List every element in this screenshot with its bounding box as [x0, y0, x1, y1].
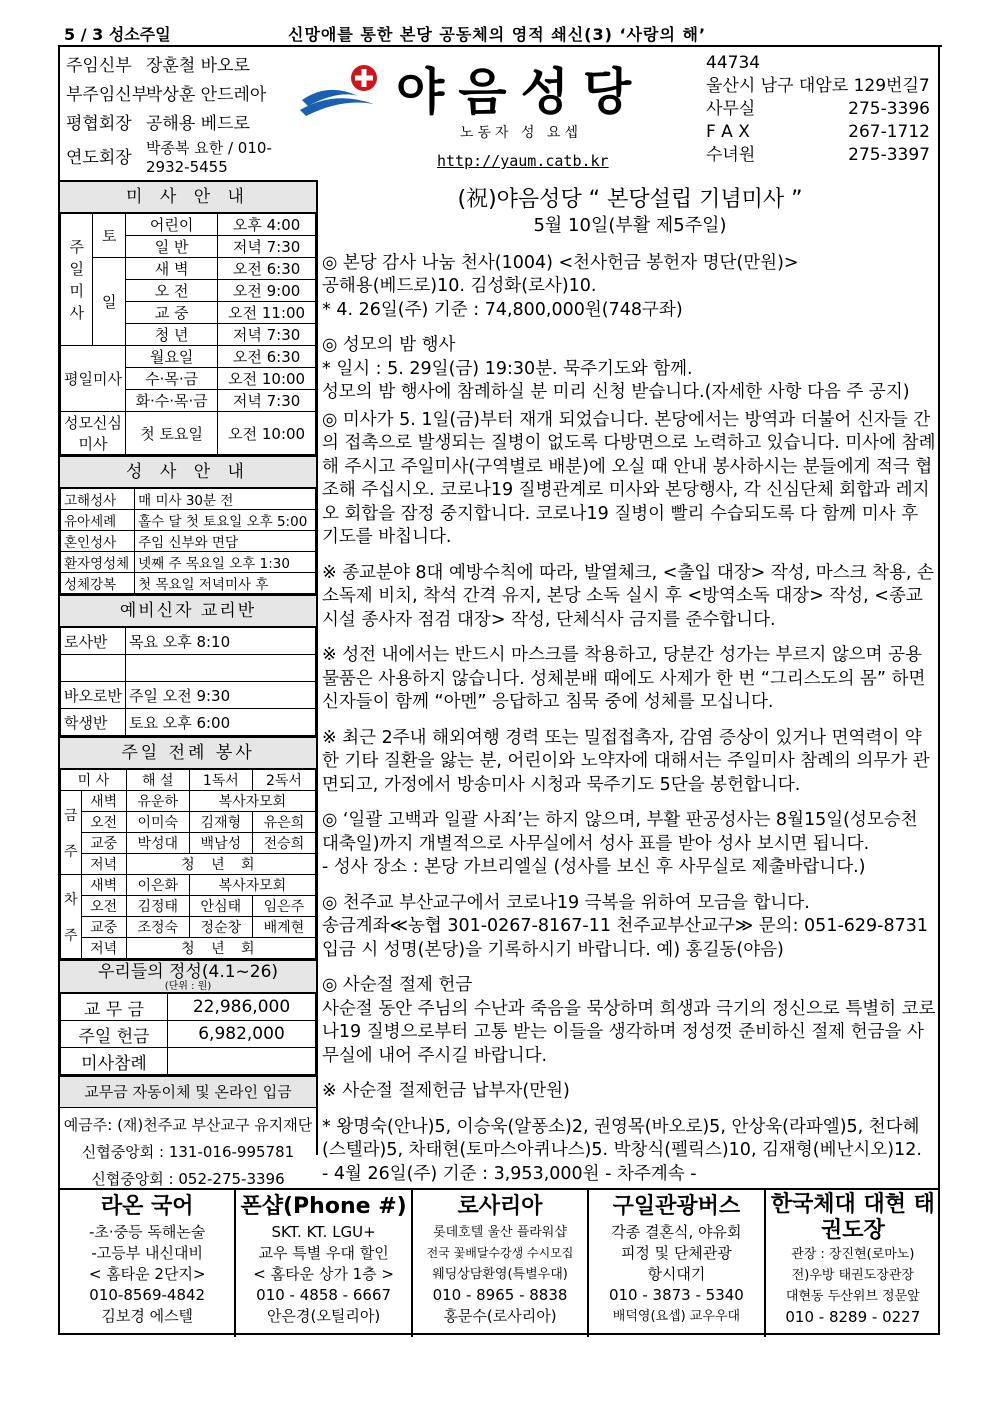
sacrament-detail: 주임 신부와 면담: [135, 531, 316, 552]
mass-time: 오전 6:30: [218, 258, 316, 280]
sat-label: 토: [93, 214, 125, 258]
staff-list: [66, 52, 286, 179]
liturgy-cell: 이미숙: [126, 812, 189, 833]
staff-role: 주임신부: [66, 56, 132, 76]
ad-line: 각종 결혼식, 야유회: [611, 1223, 742, 1241]
postcode: 44734: [706, 53, 761, 73]
announcement-paragraph: ※ 사순절 절제헌금 납부자(만원): [322, 1081, 570, 1101]
ad-line: -고등부 내신대비: [91, 1244, 204, 1262]
staff-name: 공해용 베드로: [146, 114, 250, 134]
liturgy-cell: 유은희: [252, 812, 315, 833]
contact-row: [706, 144, 930, 167]
liturgy-cell: 전승희: [252, 833, 315, 854]
mass-name: 화·수·목·금: [125, 390, 217, 412]
ad-box: [766, 1190, 940, 1337]
mass-name: 월요일: [125, 346, 217, 368]
mass-name: 새 벽: [125, 258, 217, 280]
class-time: 토요 오후 6:00: [125, 709, 315, 736]
liturgy-cell: 정순창: [189, 917, 252, 938]
offering-value: [168, 1048, 316, 1075]
this-week-label: 금 주: [61, 791, 82, 875]
liturgy-mass: 오전: [81, 812, 126, 833]
contact-value: 275-3396: [848, 99, 930, 119]
top-bar: [60, 22, 940, 46]
ad-line: 010 - 4858 - 6667: [256, 1286, 392, 1304]
liturgy-cell: 임은주: [252, 896, 315, 917]
mass-section-title: 미 사 안 내: [60, 180, 316, 213]
mass-name: 청 년: [125, 324, 217, 346]
ad-line: 안은경(오틸리아): [267, 1307, 381, 1325]
ad-title: 라온 국어: [100, 1194, 194, 1219]
catechumen-section-title: 예비신자 교리반: [60, 594, 316, 627]
sun-label: 일: [93, 258, 125, 346]
liturgy-mass: 새벽: [81, 875, 126, 896]
ad-banner-row: [60, 1188, 940, 1337]
offering-value: 22,986,000: [168, 994, 316, 1021]
announcement-paragraph: ◎ 사순절 절제 헌금 사순절 동안 주님의 수난과 죽음을 묵상하며 희생과 극기의 정신으로 특별히 코로나19 질병으로부터 고통 받는 이들을 생각하며 정성껏 준비하신 절제 헌금을 사무실에 내어 주시길 바랍니다.: [322, 975, 936, 1066]
sacrament-name: 성체강복: [61, 573, 135, 594]
offerings-unit: (단위 : 원): [164, 981, 212, 992]
staff-row: [66, 139, 286, 179]
sacrament-name: 혼인성사: [61, 531, 135, 552]
ad-title: 한국체대 대현 태권도장: [770, 1192, 935, 1243]
account-holder: 예금주: (재)천주교 부산교구 유지재단: [63, 1116, 313, 1134]
ad-box: [589, 1190, 765, 1337]
offerings-table: [60, 993, 316, 1075]
announcement-paragraph: ※ 종교분야 8대 예방수칙에 따라, 발열체크, <출입 대장> 작성, 마스크 착용, 손 소독제 비치, 착석 간격 유지, 본당 소독 실시 후 <방역소독 대장> 작성, <종교시설 종사자 점검 대장> 작성, 단체식사 금지를 준수합니다.: [322, 562, 934, 630]
left-column: [60, 180, 318, 1188]
church-website-link[interactable]: http://yaum.catb.kr: [437, 152, 609, 170]
ad-line: 교우 특별 우대 할인: [258, 1244, 389, 1262]
offering-value: 6,982,000: [168, 1021, 316, 1048]
contact-row: [706, 98, 930, 121]
ad-line: 전국 꽃배달수강생 수시모집: [426, 1246, 574, 1260]
announcement-paragraph: ◎ ‘일괄 고백과 일괄 사죄’는 하지 않으며, 부활 판공성사는 8월15일(성모승천 대축일)까지 개별적으로 사무실에서 성사 표를 받아 성사 보시면 됩니다. - 성사 장소 : 본당 가브리엘실 (성사를 보신 후 사무실로 제출바랍니다.): [322, 810, 918, 877]
liturgy-cell: 배계현: [252, 917, 315, 938]
mass-time: 오전 10:00: [218, 368, 316, 390]
liturgy-cell: 청 년 회: [126, 938, 315, 959]
mass-time: 저녁 7:30: [218, 324, 316, 346]
main-subtitle: 5월 10일(부활 제5주일): [533, 215, 727, 236]
liturgy-cell: 안심태: [189, 896, 252, 917]
sacrament-name: 환자영성체: [61, 552, 135, 573]
mass-name: 오 전: [125, 280, 217, 302]
transfer-info: [60, 1108, 316, 1193]
sunday-label: 주 일 미 사: [61, 214, 93, 346]
sacrament-detail: 매 미사 30분 전: [135, 489, 316, 510]
ad-box: [60, 1190, 236, 1337]
class-time: 주일 오전 9:30: [125, 682, 315, 709]
church-name: 야음성당: [396, 62, 646, 121]
mass-time: 오전 10:00: [218, 412, 316, 455]
ad-line: 웨딩상담환영(특별우대): [432, 1267, 568, 1282]
contact-row: [706, 121, 930, 144]
ad-line: 홍문수(로사리아): [443, 1307, 557, 1325]
offerings-title: 우리들의 정성(4.1~26): [97, 962, 279, 982]
liturgy-header: 2독서: [252, 770, 315, 791]
liturgy-mass: 교중: [81, 917, 126, 938]
mass-time: 오후 4:00: [218, 214, 316, 236]
catechumen-table: [60, 627, 316, 736]
sacrament-section-title: 성 사 안 내: [60, 455, 316, 488]
offering-name: 주일 헌금: [61, 1021, 168, 1048]
staff-name: 박상훈 안드레아: [146, 85, 267, 105]
mass-name: 일 반: [125, 236, 217, 258]
announcement-paragraph: ◎ 성모의 밤 행사 * 일시 : 5. 29일(금) 19:30분. 묵주기도와 함께. 성모의 밤 행사에 참례하실 분 미리 신청 받습니다.(자세한 사항 다음 주 공지): [322, 335, 910, 402]
announcement-paragraph: ◎ 천주교 부산교구에서 코로나19 극복을 위하여 모금을 합니다. 송금계좌≪농협 301-0267-8167-11 천주교부산교구≫ 문의: 051-629-8731 입금 시 성명(본당)을 기록하시기 바랍니다. 예) 홍길동(야음): [322, 892, 929, 960]
contact-key: 사무실: [706, 99, 756, 119]
ad-title: 구일관광버스: [612, 1194, 741, 1219]
liturgy-cell: 복사자모회: [189, 791, 315, 812]
ad-line: 010 - 8289 - 0227: [785, 1308, 921, 1326]
contact-block: [706, 52, 930, 167]
ad-box: [236, 1190, 412, 1337]
ad-line: -초·중등 독해논술: [89, 1223, 206, 1241]
mass-name: 교 중: [125, 302, 217, 324]
offering-name: 미사참례: [61, 1048, 168, 1075]
liturgy-cell: 김재형: [189, 812, 252, 833]
liturgy-header: 해 설: [126, 770, 189, 791]
marian-label: 성모신심미사: [61, 412, 126, 455]
mass-name: 어린이: [125, 214, 217, 236]
account-number: 신협중앙회 : 052-275-3396: [91, 1170, 285, 1188]
staff-row: [66, 110, 286, 139]
church-logo-icon: [298, 60, 390, 120]
ad-title: 로사리아: [457, 1194, 543, 1219]
liturgy-cell: 조정숙: [126, 917, 189, 938]
mass-time: 오전 6:30: [218, 346, 316, 368]
sacrament-name: 유아세례: [61, 510, 135, 531]
contact-key: 수녀원: [706, 145, 756, 165]
mass-time: 오전 9:00: [218, 280, 316, 302]
staff-role: 평협회장: [66, 114, 132, 134]
sacrament-detail: 넷째 주 목요일 오후 1:30: [135, 552, 316, 573]
liturgy-mass: 오전: [81, 896, 126, 917]
ad-box: [413, 1190, 589, 1337]
mass-time: 저녁 7:30: [218, 390, 316, 412]
liturgy-section-title: 주일 전례 봉사: [60, 736, 316, 769]
address: 울산시 남구 대암로 129번길7: [706, 76, 930, 96]
ad-line: 010-8569-4842: [89, 1286, 206, 1304]
mass-name: 첫 토요일: [125, 412, 217, 455]
ad-line: 010 - 3873 - 5340: [608, 1286, 744, 1304]
class-time: 목요 오후 8:10: [125, 628, 315, 655]
liturgy-cell: 김정태: [126, 896, 189, 917]
staff-row: [66, 52, 286, 81]
liturgy-cell: 유운하: [126, 791, 189, 812]
ad-line: 항시대기: [647, 1265, 706, 1283]
next-week-label: 차 주: [61, 875, 82, 959]
ad-line: 롯데호텔 울산 플라워샵: [433, 1225, 567, 1240]
liturgy-cell: 백남성: [189, 833, 252, 854]
liturgy-mass: 저녁: [81, 938, 126, 959]
mass-name: 수·목·금: [125, 368, 217, 390]
class-name: [61, 655, 126, 682]
contact-value: 267-1712: [848, 122, 930, 142]
liturgy-mass: 교중: [81, 833, 126, 854]
ad-line: 010 - 8965 - 8838: [432, 1286, 568, 1304]
date-label: 5 / 3 성소주일: [64, 25, 171, 44]
theme-label: 신망애를 통한 본당 공동체의 영적 쇄신(3) ‘사랑의 해’: [288, 25, 707, 44]
sacrament-detail: 홀수 달 첫 토요일 오후 5:00: [135, 510, 316, 531]
liturgy-table: [60, 769, 316, 959]
account-number: 신협중앙회 : 131-016-995781: [81, 1143, 295, 1161]
sacrament-name: 고해성사: [61, 489, 135, 510]
liturgy-cell: 복사자모회: [189, 875, 315, 896]
weekday-label: 평일미사: [61, 346, 126, 412]
staff-name: 박종복 요한 / 010-2932-5455: [146, 139, 272, 176]
announcement-paragraph: ◎ 본당 감사 나눔 천사(1004) <천사헌금 봉헌자 명단(만원)> 공해용(베드로)10. 김성화(로사)10. * 4. 26일(주) 기준 : 74,800,000원(748구좌): [322, 252, 799, 320]
liturgy-cell: 박성대: [126, 833, 189, 854]
staff-role: 부주임신부: [66, 85, 149, 105]
liturgy-mass: 새벽: [81, 791, 126, 812]
staff-row: [66, 81, 286, 110]
sacrament-table: [60, 488, 316, 594]
ad-line: 김보경 에스텔: [101, 1307, 194, 1325]
sacrament-detail: 첫 목요일 저녁미사 후: [135, 573, 316, 594]
liturgy-cell: 이은화: [126, 875, 189, 896]
transfer-section-title: 교무금 자동이체 및 온라인 입금: [60, 1075, 316, 1108]
contact-key: F A X: [706, 122, 750, 142]
ad-line: 전)우방 태권도장관장: [791, 1268, 914, 1283]
mass-time: 저녁 7:30: [218, 236, 316, 258]
patron-saint: 노동자 성 요셉: [460, 125, 583, 141]
contact-value: 275-3397: [848, 145, 930, 165]
announcement-paragraph: ◎ 미사가 5. 1일(금)부터 재개 되었습니다. 본당에서는 방역과 더불어 신자들 간의 접촉으로 발생되는 질병이 없도록 다방면으로 노력하고 있습니다. 미사에 참례해 주시고 주일미사(구역별로 배분)에 오실 때 안내 봉사하시는 분들에게 적극 협조해 주십시오. 코로나19 질병관계로 미사와 본당행사, 각 신심단체 회합과 레지오 회합을 잠정 중지합니다. 코로나19 질병이 빨리 수습되도록 다 함께 미사 후 기도를 바칩니다.: [322, 409, 936, 547]
mass-table: [60, 213, 316, 455]
ad-line: < 홈타운 2단지>: [88, 1265, 206, 1283]
ad-line: < 홈타운 상가 1층 >: [253, 1265, 394, 1283]
ad-line: 배덕영(요셉) 교우우대: [612, 1309, 741, 1324]
mass-time: 오전 11:00: [218, 302, 316, 324]
class-time: [125, 655, 315, 682]
ad-line: 관장 : 장진현(로마노): [791, 1247, 915, 1262]
main-title: (祝)야음성당 “ 본당설립 기념미사 ”: [457, 187, 803, 212]
offerings-section-title: [60, 959, 316, 993]
liturgy-cell: 청 년 회: [126, 854, 315, 875]
announcements: [322, 186, 938, 1190]
class-name: 학생반: [61, 709, 126, 736]
announcement-paragraph: * 왕명숙(안나)5, 이승욱(알퐁소)2, 권영목(바오로)5, 안상욱(라파엘)5, 천다혜(스텔라)5, 차태현(토마스아퀴나스)5. 박창식(펠릭스)10, 김재형(베난시오)12. - 4월 26일(주) 기준 : 3,953,000원 - 차주계속 -: [322, 1116, 922, 1184]
ad-line: SKT. KT. LGU+: [271, 1223, 376, 1241]
liturgy-header: 미 사: [61, 770, 127, 791]
class-name: 바오로반: [61, 682, 126, 709]
liturgy-mass: 저녁: [81, 854, 126, 875]
liturgy-header: 1독서: [189, 770, 252, 791]
ad-line: 대현동 두산위브 정문앞: [785, 1289, 920, 1304]
offering-name: 교 무 금: [61, 994, 168, 1021]
announcement-paragraph: ※ 성전 내에서는 반드시 마스크를 착용하고, 당분간 성가는 부르지 않으며 공용 물품은 사용하지 않습니다. 성체분배 때에도 사제가 한 번 “그리스도의 몸” 하면 신자들이 함께 “아멘” 응답하고 침묵 중에 성체를 모십니다.: [322, 645, 926, 712]
announcement-paragraph: ※ 최근 2주내 해외여행 경력 또는 밀접접촉자, 감염 증상이 있거나 면역력이 약한 기타 질환을 앓는 분, 어린이와 노약자에 대해서는 주일미사 참례의 의무가 관면되고, 가정에서 방송미사 시청과 묵주기도 5단을 봉헌합니다.: [322, 727, 930, 795]
staff-role: 연도회장: [66, 148, 132, 168]
ad-line: 피정 및 단체관광: [620, 1244, 732, 1262]
ad-title: 폰샵(Phone #): [240, 1194, 407, 1219]
class-name: 로사반: [61, 628, 126, 655]
staff-name: 장훈철 바오로: [146, 56, 250, 76]
